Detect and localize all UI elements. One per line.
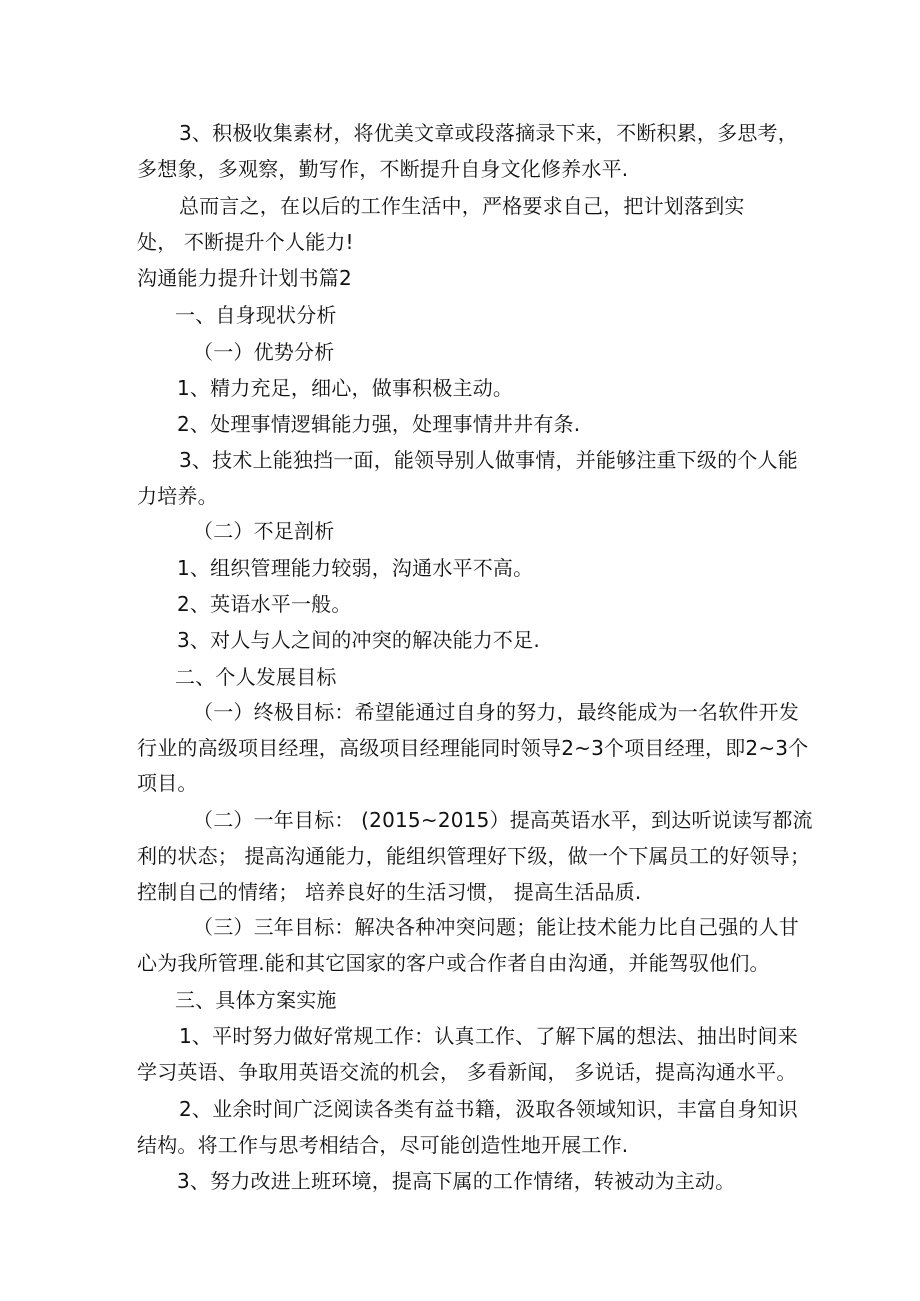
paragraph-line: 1、精力充足，细心，做事积极主动。	[177, 376, 514, 400]
paragraph-line: 利的状态； 提高沟通能力，能组织管理好下级，做一个下属员工的好领导；	[137, 844, 811, 868]
paragraph-line: 总而言之，在以后的工作生活中，严格要求自己，把计划落到实	[179, 194, 745, 218]
paragraph-line: 2、处理事情逻辑能力强，处理事情井井有条.	[177, 412, 581, 436]
paragraph-line: （一）终极目标：希望能通过自身的努力，最终能成为一名软件开发	[193, 700, 799, 724]
section-heading: 沟通能力提升计划书篇2	[137, 266, 352, 290]
paragraph-line: 一、自身现状分析	[175, 303, 337, 327]
paragraph-line: 3、积极收集素材，将优美文章或段落摘录下来，不断积累，多思考，	[179, 121, 798, 145]
paragraph-line: 心为我所管理.能和其它国家的客户或合作者自由沟通，并能驾驭他们。	[137, 951, 770, 975]
paragraph-line: （一）优势分析	[193, 340, 335, 364]
paragraph-line: 3、对人与人之间的冲突的解决能力不足.	[177, 628, 540, 652]
paragraph-line: 处， 不断提升个人能力!	[137, 230, 354, 254]
paragraph-line: 行业的高级项目经理，高级项目经理能同时领导2~3个项目经理，即2~3个	[137, 736, 809, 760]
paragraph-line: 力培养。	[137, 484, 218, 508]
paragraph-line: 学习英语、争取用英语交流的机会， 多看新闻， 多说话，提高沟通水平。	[137, 1060, 797, 1084]
paragraph-line: 1、组织管理能力较弱，沟通水平不高。	[177, 556, 534, 580]
paragraph-line: 三、具体方案实施	[175, 988, 337, 1012]
paragraph-line: 3、努力改进上班环境，提高下属的工作情绪，转被动为主动。	[177, 1169, 736, 1193]
paragraph-line: 项目。	[137, 771, 198, 795]
paragraph-line: （二）不足剖析	[193, 519, 335, 543]
paragraph-line: 多想象，多观察，勤写作，不断提升自身文化修养水平.	[137, 157, 629, 181]
paragraph-line: （二）一年目标： (2015~2015）提高英语水平，到达听说读写都流	[193, 808, 813, 832]
paragraph-line: 1、平时努力做好常规工作：认真工作、了解下属的想法、抽出时间来	[179, 1024, 798, 1048]
paragraph-line: （三）三年目标：解决各种冲突问题；能让技术能力比自己强的人甘	[193, 915, 799, 939]
paragraph-line: 控制自己的情绪； 培养良好的生活习惯， 提高生活品质.	[137, 880, 642, 904]
paragraph-line: 二、个人发展目标	[175, 665, 337, 689]
paragraph-line: 2、英语水平一般。	[177, 592, 352, 616]
paragraph-line: 2、业余时间广泛阅读各类有益书籍，汲取各领域知识，丰富自身知识	[179, 1097, 798, 1121]
paragraph-line: 结构。将工作与思考相结合，尽可能创造性地开展工作.	[137, 1133, 629, 1157]
paragraph-line: 3、技术上能独挡一面，能领导别人做事情，并能够注重下级的个人能	[179, 448, 798, 472]
